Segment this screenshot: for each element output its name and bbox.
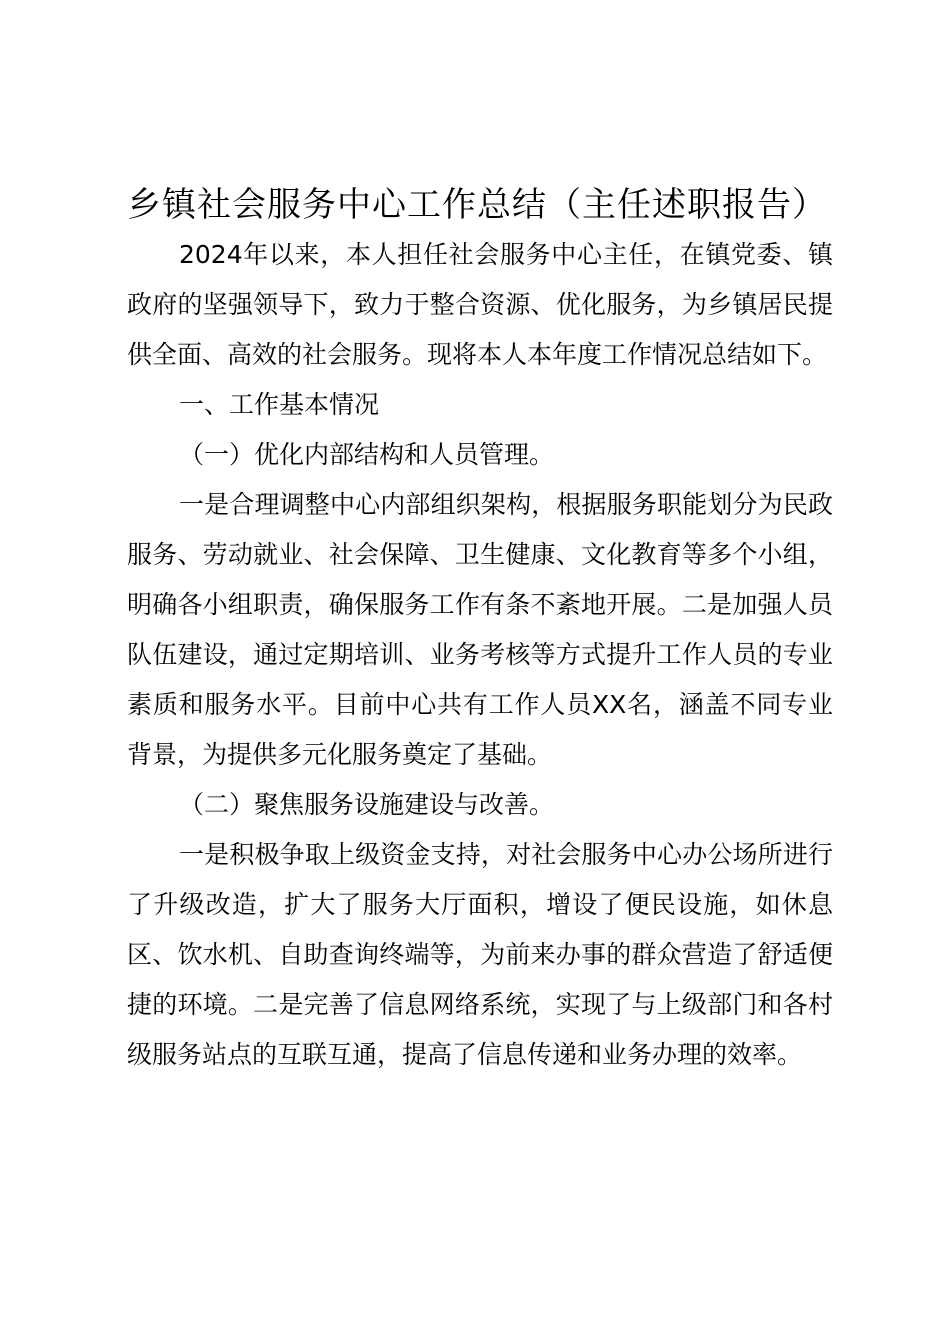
intro-paragraph: 2024年以来，本人担任社会服务中心主任，在镇党委、镇政府的坚强领导下，致力于整合资源、优化服务，为乡镇居民提供全面、高效的社会服务。现将本人本年度工作情况总结如下。 bbox=[127, 240, 833, 369]
subsection-paragraph-2: 一是积极争取上级资金支持，对社会服务中心办公场所进行了升级改造，扩大了服务大厅面积，增设了便民设施，如休息区、饮水机、自助查询终端等，为前来办事的群众营造了舒适便捷的环境。二是完善了信息网络系统，实现了与上级部门和各村级服务站点的互联互通，提高了信息传递和业务办理的效率。 bbox=[127, 840, 833, 1069]
document-title: 乡镇社会服务中心工作总结（主任述职报告） bbox=[127, 185, 827, 225]
document-body bbox=[127, 180, 833, 1080]
subsection-heading-2: （二）聚焦服务设施建设与改善。 bbox=[179, 790, 555, 819]
subsection-paragraph-1: 一是合理调整中心内部组织架构，根据服务职能划分为民政服务、劳动就业、社会保障、卫生健康、文化教育等多个小组，明确各小组职责，确保服务工作有条不紊地开展。二是加强人员队伍建设，通过定期培训、业务考核等方式提升工作人员的专业素质和服务水平。目前中心共有工作人员XX名，涵盖不同专业背景，为提供多元化服务奠定了基础。 bbox=[127, 490, 833, 769]
section-heading-1: 一、工作基本情况 bbox=[179, 390, 380, 419]
subsection-heading-1: （一）优化内部结构和人员管理。 bbox=[179, 440, 555, 469]
